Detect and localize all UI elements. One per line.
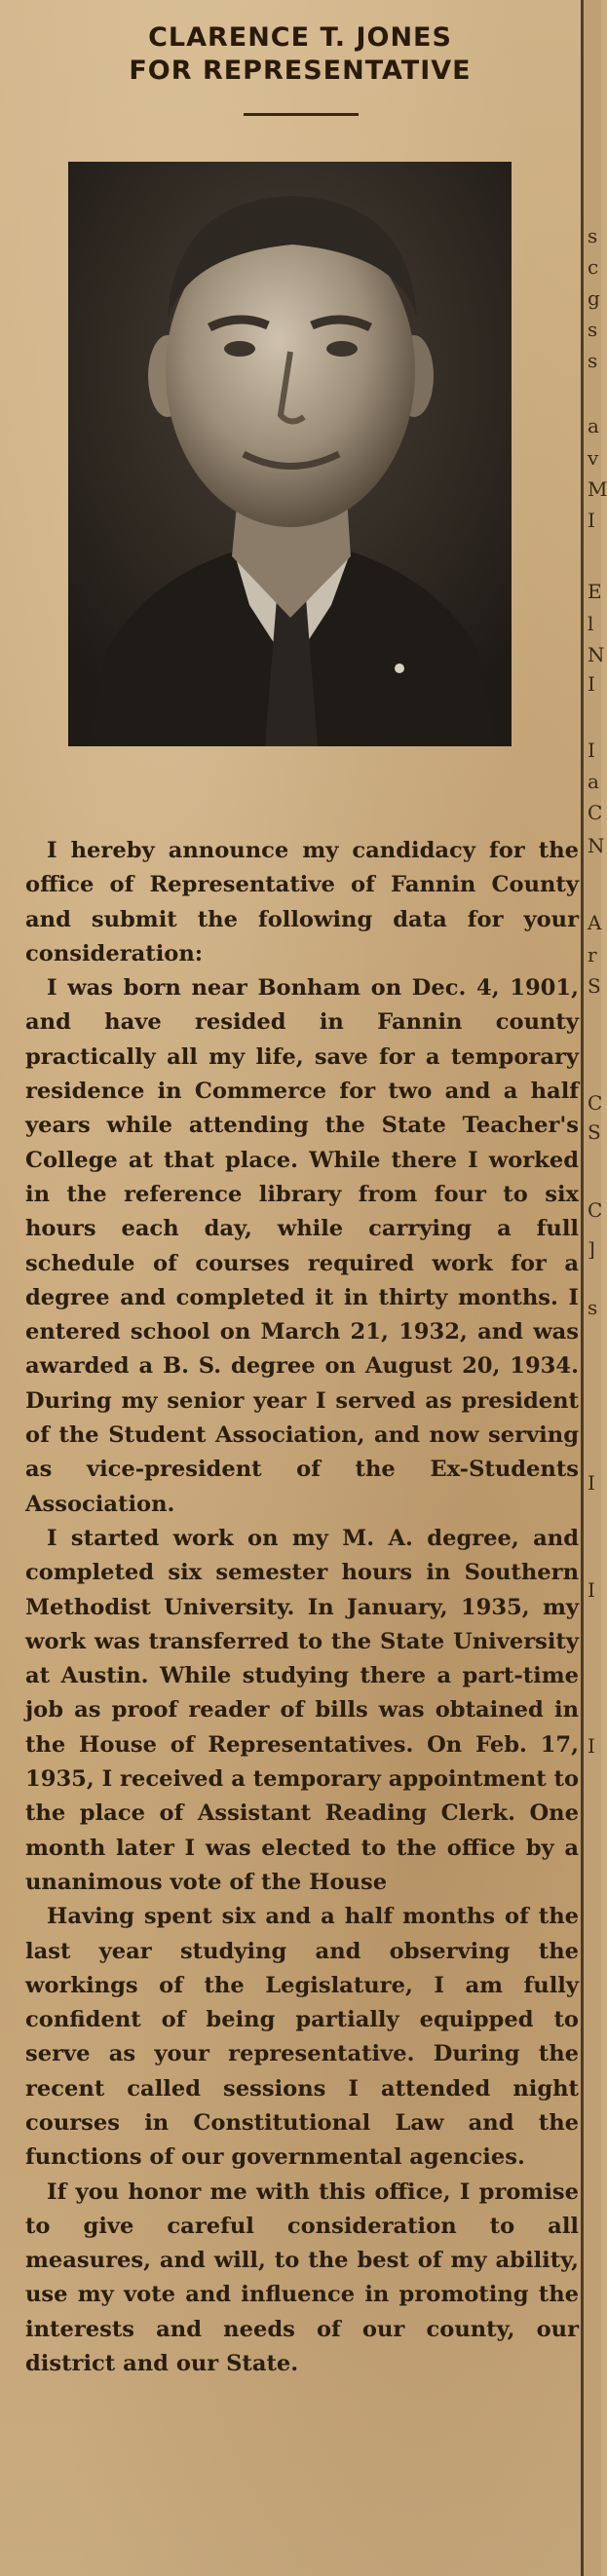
- adjacent-column-char: A: [588, 911, 602, 934]
- adjacent-column-char: S: [588, 974, 601, 998]
- adjacent-column-char: N: [588, 643, 605, 666]
- adjacent-column-char: N: [588, 834, 605, 857]
- headline: [19, 21, 581, 88]
- adjacent-column-char: ]: [588, 1237, 595, 1261]
- paragraph-2: I was born near Bonham on Dec. 4, 1901, and have resided in Fannin county practically all my life, save for a temporary residence in Commerce for two and a half years while attending the State Teacher's College at that place. While there I worked in the reference library from four to six hours each day, while carrying a full schedule of courses required work for a degree and completed it in thirty months. I entered school on March 21, 1932, and was awarded a B. S. degree on August 20, 1934. During my senior year I served as president of the Student Association, and now serving as vice-president of the Ex-Students Association.: [25, 975, 579, 1517]
- adjacent-column-edge: [584, 0, 601, 2576]
- adjacent-column-char: S: [588, 1120, 601, 1144]
- adjacent-column-char: l: [588, 612, 594, 635]
- adjacent-column-char: s: [588, 1296, 598, 1319]
- adjacent-column-char: a: [588, 414, 599, 437]
- portrait-photo: [68, 162, 512, 746]
- adjacent-column-char: I: [588, 739, 595, 762]
- adjacent-column-char: E: [588, 580, 602, 603]
- adjacent-column-char: C: [588, 1198, 603, 1222]
- adjacent-column-char: r: [588, 943, 597, 966]
- adjacent-column-char: g: [588, 286, 600, 310]
- adjacent-column-char: c: [588, 255, 599, 279]
- adjacent-column-char: C: [588, 801, 603, 824]
- adjacent-column-char: I: [588, 1578, 595, 1602]
- paragraph-4: Having spent six and a half months of the last year studying and observing the workings of the Legislature, I am fully confident of being partially equipped to serve as your representative. During the recent called sessions I attended night courses in Constitutional Law and the functions of our governmental agencies.: [25, 1904, 579, 2171]
- adjacent-column-char: I: [588, 1471, 595, 1495]
- paragraph-1: I hereby announce my candidacy for the office of Representative of Fannin County and submit the following data for your consideration:: [25, 838, 579, 966]
- paragraph-5: If you honor me with this office, I promise to give careful consideration to all measures, and will, to the best of my ability, use my vote and influence in promoting the interests and needs of our county, our district and our State.: [25, 2178, 579, 2377]
- headline-divider: [244, 113, 359, 116]
- adjacent-column-char: C: [588, 1091, 603, 1115]
- adjacent-column-char: I: [588, 672, 595, 696]
- paragraph-3: I started work on my M. A. degree, and completed six semester hours in Southern Methodist University. In January, 1935, my work was transferred to the State University at Austin. While studying there a part-time job as proof reader of bills was obtained in the House of Representatives. On Feb. 17, 1935, I received a temporary appointment to the place of Assistant Reading Clerk. One month later I was elected to the office by a unanimous vote of the House: [25, 1525, 580, 1895]
- adjacent-column-char: v: [588, 446, 599, 470]
- adjacent-column-char: M: [588, 477, 607, 501]
- adjacent-column-char: I: [588, 509, 595, 532]
- article-body: [25, 834, 579, 2381]
- portrait-photo-icon: [68, 162, 512, 746]
- headline-line-1: CLARENCE T. JONES: [148, 22, 452, 53]
- adjacent-column-char: a: [588, 770, 599, 793]
- adjacent-column-char: s: [588, 349, 598, 372]
- adjacent-column-char: s: [588, 224, 598, 247]
- headline-line-2: FOR REPRESENTATIVE: [129, 56, 472, 86]
- adjacent-column-char: s: [588, 318, 598, 341]
- adjacent-column-char: I: [588, 1734, 595, 1758]
